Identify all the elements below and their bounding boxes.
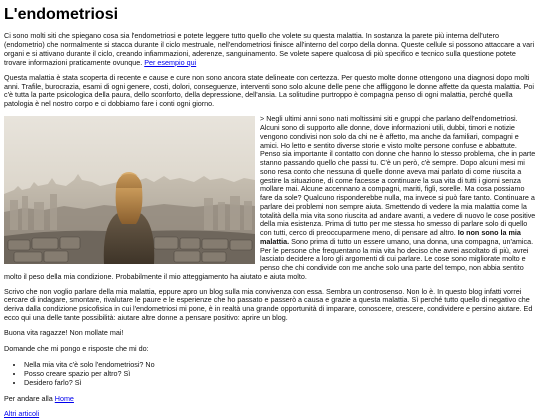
example-link[interactable]: Per esempio qui bbox=[144, 57, 197, 67]
home-link[interactable]: Home bbox=[54, 393, 74, 403]
home-prefix: Per andare alla bbox=[4, 393, 55, 403]
diagnosis-paragraph: Questa malattia è stata scoperta di recente e cause e cure non sono ancora state delineate con certezza. Per questo molte donne ottengono una diagnosi dopo molti anni. Trafile, burocrazia, esami di ogni genere, costi, dolori, conseguenze, interventi sono solo alcune delle pene che affliggono le donne affette da questa malattia. Poi c'è tutta la parte psicologica della paura, dello sconforto, della depressione, dell'ansia. La solitudine purtroppo è compagna penso di ogni malattia, perché quella patologia è nel nostro corpo e ci dobbiamo fare i conti ogni giorno. bbox=[4, 72, 534, 109]
page-title: L'endometriosi bbox=[4, 6, 119, 23]
blog-purpose-paragraph: Scrivo che non voglio parlare della mia malattia, eppure apro un blog sulla mia convivenza con essa. Sembra un controsenso. Non lo è. In questo blog infatti vorrei cercare di indagare, smontare, rivalutare le paure e le esperienze che ho passato e passerò a causa e grazie a questa malattia. Sì perché tutto quello di negativo che deriva dalla condizione psicofisica in cui l'endometriosi mi pone, è in realtà una grande opportunità di imparare, conoscere, crescere, condividere e persino aiutare. Ed ecco qui una delle tante possibilità: aiutare altre donne a pensare positivo: aprire un blog. bbox=[4, 286, 533, 323]
intro-text: Ci sono molti siti che spiegano cosa sia l'endometriosi e potete leggere tutto quello che volete su questa malattia. In sostanza la parete più interna dell'utero (endometrio) che normalmente si stacca durante il ciclo mestruale, nell'endometriosi finisce all'interno del corpo della donna. Queste cellule si possono attaccare a vari organi e si attivano durante il ciclo, creando infiammazioni, aderenze, sanguinamento. Se volete sapere qualcosa di più specifico e tecnico sulla questione potete trovare informazioni praticamente ovunque. bbox=[4, 31, 535, 67]
list-item: • Posso creare spazio per altro? Sì bbox=[24, 369, 536, 378]
questions-list bbox=[4, 360, 536, 387]
other-articles-line bbox=[4, 410, 536, 419]
story-text-before: > Negli ultimi anni sono nati moltissimi siti e gruppi che parlano dell'endometriosi. Alcuni sono di supporto alle donne, dove informazioni utili, dubbi, timori e notizie vengono condivisi non solo da chi ne è affetto, ma anche da familiari, compagni e amici. Ho letto e sentito diverse storie e visto molte persone confuse e abbattute. Penso sia importante il contatto con donne che hanno lo stesso problema, che in parte stanno passando quello che passi tu. C'è un però, c'è sempre. Dopo alcuni mesi mi sono resa conto che nessuna di quelle donne aveva mai parlato di come riuscita a gestire la situazione, di come facesse a continuare la sua vita di tutti i giorni senza mollare mai. Alcune accennano a compagni, mariti, figli, sorelle. Ma cosa possiamo fare da sole? Qualcuno risponderebbe nulla, ma invece si può fare tanto. Continuare a parlare dei problemi non sempre aiuta. Smettendo di vedere la mia malattia come la totalità della mia vita sono riuscita ad andare avanti, a vedere di nuovo le cose positive della mia esistenza. Prima di tutto per me stessa ho smesso di parlare solo di quello con tutti, cerco di preoccuparmene meno, di pensare ad altro. bbox=[260, 114, 536, 237]
story-text-after: Sono prima di tutto un essere umano, una donna, una compagna, un'amica. Per le persone che frequentano la mia vita ho deciso che avrei ascoltato di più, avrei lasciato decidere a loro gli argomenti di cui parlare. Le cose sono migliorate molto e penso che chi condivide con me anche solo una parte del tempo, non abbia sentito molto il peso della mia condizione. Probabilmente il mio atteggiamento ha aiutato e aiuta molto. bbox=[4, 236, 534, 281]
city-photo bbox=[4, 116, 255, 264]
home-line bbox=[4, 395, 536, 404]
intro-paragraph bbox=[4, 32, 536, 68]
questions-intro: Domande che mi pongo e risposte che mi do: bbox=[4, 344, 149, 354]
encouragement-line: Buona vita ragazze! Non mollate mai! bbox=[4, 328, 124, 338]
list-item: • Desidero farlo? Sì bbox=[24, 378, 536, 387]
list-item: • Nella mia vita c'è solo l'endometriosi? No bbox=[24, 360, 536, 369]
other-articles-link[interactable]: Altri articoli bbox=[4, 408, 40, 418]
story-bold-statement: Io non sono la mia malattia. bbox=[260, 228, 521, 246]
woman-overlooking-city-image bbox=[4, 116, 255, 264]
